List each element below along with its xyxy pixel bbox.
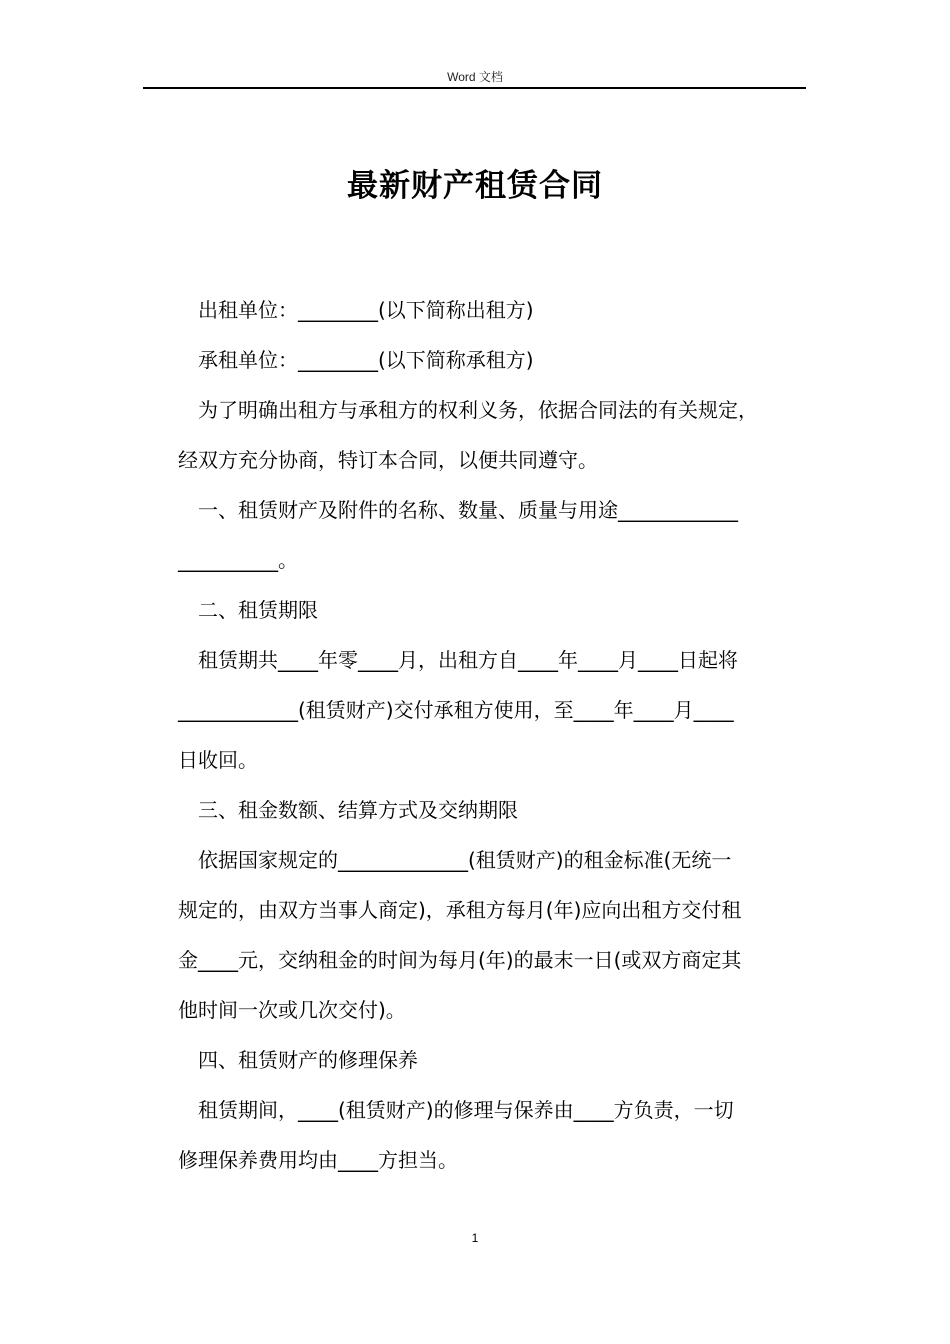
section-heading-2: 二、租赁期限 bbox=[198, 598, 318, 622]
paragraph-line: 日收回。 bbox=[178, 748, 258, 772]
paragraph-line: 规定的，由双方当事人商定)，承租方每月(年)应向出租方交付租 bbox=[178, 898, 742, 922]
lessee-line: 承租单位：________(以下简称承租方) bbox=[198, 348, 534, 372]
paragraph-line: 租赁期间，____(租赁财产)的修理与保养由____方负责，一切 bbox=[198, 1098, 734, 1122]
paragraph-line: __________。 bbox=[178, 548, 298, 572]
paragraph-line: 依据国家规定的_____________(租赁财产)的租金标准(无统一 bbox=[198, 848, 732, 872]
paragraph-line: 经双方充分协商，特订本合同，以便共同遵守。 bbox=[178, 448, 598, 472]
paragraph-line: 金____元，交纳租金的时间为每月(年)的最末一日(或双方商定其 bbox=[178, 948, 742, 972]
paragraph-line: 他时间一次或几次交付)。 bbox=[178, 998, 406, 1022]
paragraph-line: 修理保养费用均由____方担当。 bbox=[178, 1148, 458, 1172]
document-title: 最新财产租赁合同 bbox=[347, 168, 603, 204]
header-divider bbox=[143, 87, 806, 89]
paragraph-line: ____________(租赁财产)交付承租方使用，至____年____月____ bbox=[178, 698, 734, 722]
page-number: 1 bbox=[471, 1231, 479, 1245]
section-heading-4: 四、租赁财产的修理保养 bbox=[198, 1048, 418, 1072]
section-heading-3: 三、租金数额、结算方式及交纳期限 bbox=[198, 798, 518, 822]
page-header: Word 文档 bbox=[447, 70, 503, 84]
lessor-line: 出租单位：________(以下简称出租方) bbox=[198, 298, 534, 322]
section-heading-1: 一、租赁财产及附件的名称、数量、质量与用途____________ bbox=[198, 498, 738, 522]
paragraph-line: 为了明确出租方与承租方的权利义务，依据合同法的有关规定， bbox=[198, 398, 758, 422]
paragraph-line: 租赁期共____年零____月，出租方自____年____月____日起将 bbox=[198, 648, 738, 672]
